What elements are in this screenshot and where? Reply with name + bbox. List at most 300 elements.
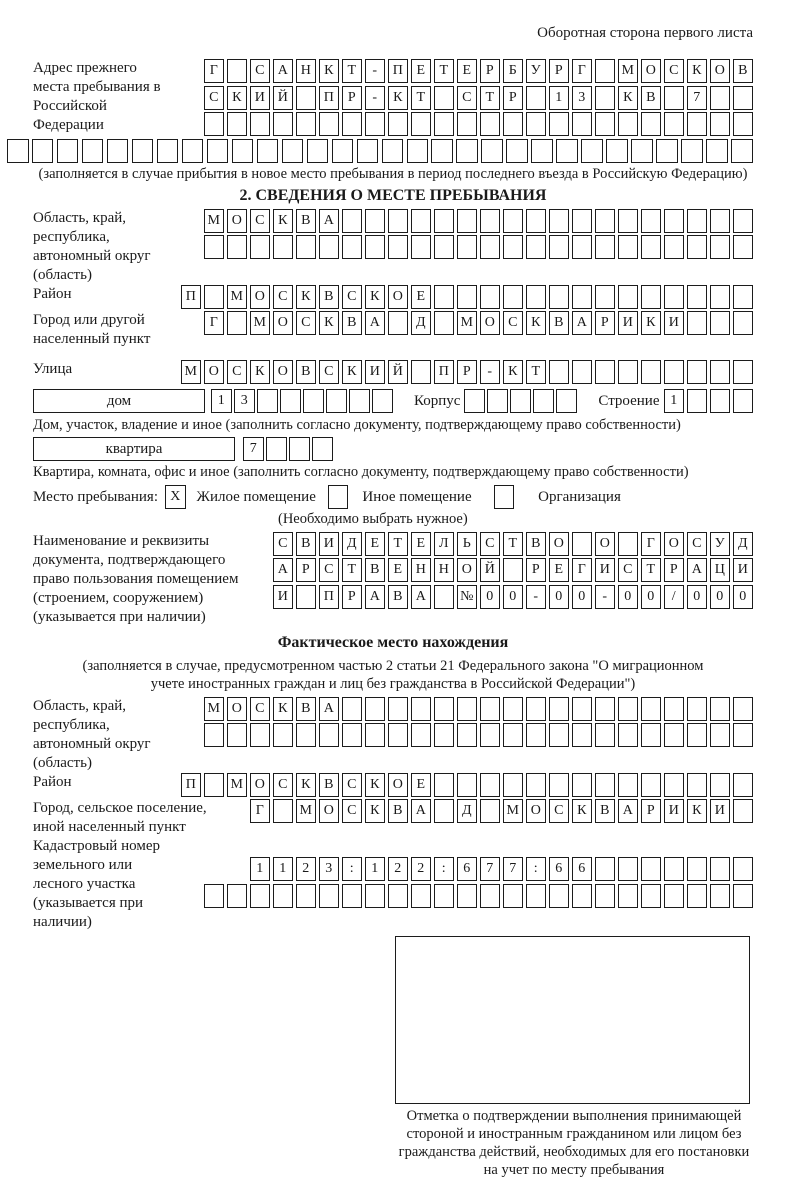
char-cell[interactable] (641, 285, 662, 309)
char-cell[interactable]: В (319, 285, 340, 309)
char-cell[interactable]: С (319, 558, 340, 582)
char-cell[interactable] (572, 360, 593, 384)
char-cell[interactable]: С (664, 59, 685, 83)
char-cell[interactable] (388, 884, 409, 908)
char-cell[interactable] (549, 285, 570, 309)
char-cell[interactable] (365, 723, 386, 747)
char-cell[interactable] (581, 139, 603, 163)
char-cell[interactable] (82, 139, 104, 163)
char-cell[interactable]: М (204, 697, 225, 721)
char-cell[interactable]: - (526, 585, 547, 609)
char-cell[interactable]: 0 (572, 585, 593, 609)
char-cell[interactable]: Е (411, 773, 432, 797)
char-cell[interactable]: А (273, 59, 294, 83)
char-cell[interactable] (282, 139, 304, 163)
char-cell[interactable]: 3 (572, 86, 593, 110)
char-cell[interactable] (388, 112, 409, 136)
char-cell[interactable] (526, 112, 547, 136)
char-cell[interactable]: К (273, 697, 294, 721)
char-cell[interactable] (656, 139, 678, 163)
char-cell[interactable]: А (572, 311, 593, 335)
char-cell[interactable]: Р (503, 86, 524, 110)
char-cell[interactable] (595, 59, 616, 83)
char-cell[interactable] (388, 311, 409, 335)
char-cell[interactable] (572, 112, 593, 136)
char-cell[interactable] (595, 857, 616, 881)
char-cell[interactable] (434, 697, 455, 721)
char-cell[interactable]: 2 (411, 857, 432, 881)
char-cell[interactable]: - (480, 360, 501, 384)
char-cell[interactable]: С (227, 360, 248, 384)
char-cell[interactable]: С (503, 311, 524, 335)
char-cell[interactable]: С (618, 558, 639, 582)
char-cell[interactable] (710, 311, 731, 335)
char-cell[interactable]: Ц (710, 558, 731, 582)
char-cell[interactable] (480, 723, 501, 747)
char-cell[interactable]: И (664, 311, 685, 335)
char-cell[interactable]: О (227, 697, 248, 721)
char-cell[interactable]: Р (457, 360, 478, 384)
checkbox-cell[interactable] (328, 485, 349, 509)
char-cell[interactable] (332, 139, 354, 163)
char-cell[interactable]: К (250, 360, 271, 384)
char-cell[interactable] (296, 585, 317, 609)
checkbox-cell[interactable]: X (165, 485, 186, 509)
char-cell[interactable] (503, 235, 524, 259)
char-cell[interactable] (595, 697, 616, 721)
char-cell[interactable]: 3 (234, 389, 255, 413)
char-cell[interactable]: 0 (687, 585, 708, 609)
char-cell[interactable]: М (204, 209, 225, 233)
char-cell[interactable] (710, 209, 731, 233)
char-cell[interactable] (480, 235, 501, 259)
char-cell[interactable] (480, 697, 501, 721)
char-cell[interactable] (526, 285, 547, 309)
char-cell[interactable] (526, 884, 547, 908)
char-cell[interactable]: 1 (250, 857, 271, 881)
char-cell[interactable]: О (641, 59, 662, 83)
char-cell[interactable]: И (710, 799, 731, 823)
char-cell[interactable] (503, 723, 524, 747)
char-cell[interactable] (664, 360, 685, 384)
char-cell[interactable] (434, 311, 455, 335)
char-cell[interactable]: 6 (572, 857, 593, 881)
char-cell[interactable]: 0 (503, 585, 524, 609)
char-cell[interactable]: 3 (319, 857, 340, 881)
char-cell[interactable]: В (388, 799, 409, 823)
char-cell[interactable] (687, 112, 708, 136)
char-cell[interactable] (434, 285, 455, 309)
char-cell[interactable]: - (595, 585, 616, 609)
char-cell[interactable]: Р (526, 558, 547, 582)
char-cell[interactable] (411, 884, 432, 908)
char-cell[interactable] (572, 285, 593, 309)
char-cell[interactable] (710, 697, 731, 721)
char-cell[interactable] (296, 723, 317, 747)
char-cell[interactable] (411, 112, 432, 136)
char-cell[interactable] (289, 437, 310, 461)
char-cell[interactable] (357, 139, 379, 163)
char-cell[interactable] (296, 235, 317, 259)
char-cell[interactable] (710, 360, 731, 384)
char-cell[interactable] (365, 884, 386, 908)
char-cell[interactable]: С (250, 209, 271, 233)
char-cell[interactable] (641, 235, 662, 259)
char-cell[interactable] (618, 112, 639, 136)
char-cell[interactable] (388, 723, 409, 747)
char-cell[interactable] (204, 285, 225, 309)
char-cell[interactable]: П (434, 360, 455, 384)
char-cell[interactable] (434, 773, 455, 797)
char-cell[interactable]: В (319, 773, 340, 797)
char-cell[interactable]: 0 (480, 585, 501, 609)
char-cell[interactable] (457, 209, 478, 233)
char-cell[interactable] (618, 235, 639, 259)
char-cell[interactable]: 7 (243, 437, 264, 461)
char-cell[interactable] (664, 209, 685, 233)
char-cell[interactable] (250, 723, 271, 747)
char-cell[interactable] (503, 209, 524, 233)
char-cell[interactable] (503, 285, 524, 309)
char-cell[interactable]: О (480, 311, 501, 335)
char-cell[interactable] (595, 884, 616, 908)
char-cell[interactable] (572, 697, 593, 721)
char-cell[interactable] (326, 389, 347, 413)
char-cell[interactable]: О (457, 558, 478, 582)
char-cell[interactable] (618, 697, 639, 721)
char-cell[interactable] (457, 235, 478, 259)
char-cell[interactable]: С (549, 799, 570, 823)
char-cell[interactable] (526, 697, 547, 721)
char-cell[interactable] (382, 139, 404, 163)
char-cell[interactable]: О (250, 773, 271, 797)
char-cell[interactable] (595, 86, 616, 110)
char-cell[interactable] (312, 437, 333, 461)
char-cell[interactable]: Й (273, 86, 294, 110)
char-cell[interactable]: О (250, 285, 271, 309)
char-cell[interactable]: О (273, 360, 294, 384)
char-cell[interactable]: Н (434, 558, 455, 582)
char-cell[interactable] (641, 857, 662, 881)
char-cell[interactable]: В (296, 697, 317, 721)
char-cell[interactable] (431, 139, 453, 163)
char-cell[interactable]: М (181, 360, 202, 384)
char-cell[interactable] (319, 884, 340, 908)
char-cell[interactable]: О (204, 360, 225, 384)
char-cell[interactable] (481, 139, 503, 163)
char-cell[interactable]: Д (411, 311, 432, 335)
char-cell[interactable] (227, 112, 248, 136)
char-cell[interactable] (733, 697, 754, 721)
char-cell[interactable]: Г (572, 59, 593, 83)
char-cell[interactable] (480, 884, 501, 908)
char-cell[interactable]: К (319, 59, 340, 83)
char-cell[interactable]: А (411, 585, 432, 609)
char-cell[interactable] (182, 139, 204, 163)
char-cell[interactable] (464, 389, 485, 413)
char-cell[interactable] (365, 697, 386, 721)
char-cell[interactable] (411, 209, 432, 233)
char-cell[interactable] (319, 235, 340, 259)
char-cell[interactable] (687, 360, 708, 384)
char-cell[interactable] (480, 773, 501, 797)
char-cell[interactable]: - (365, 59, 386, 83)
char-cell[interactable]: Р (296, 558, 317, 582)
char-cell[interactable] (618, 360, 639, 384)
char-cell[interactable] (572, 884, 593, 908)
char-cell[interactable]: Е (411, 532, 432, 556)
char-cell[interactable]: 1 (211, 389, 232, 413)
char-cell[interactable] (303, 389, 324, 413)
char-cell[interactable] (503, 884, 524, 908)
char-cell[interactable]: Т (342, 59, 363, 83)
char-cell[interactable] (227, 311, 248, 335)
char-cell[interactable] (733, 799, 754, 823)
char-cell[interactable] (549, 723, 570, 747)
char-cell[interactable] (411, 235, 432, 259)
char-cell[interactable] (503, 697, 524, 721)
char-cell[interactable]: М (457, 311, 478, 335)
char-cell[interactable] (618, 723, 639, 747)
char-cell[interactable]: И (365, 360, 386, 384)
char-cell[interactable] (641, 360, 662, 384)
char-cell[interactable]: Т (641, 558, 662, 582)
char-cell[interactable] (434, 209, 455, 233)
char-cell[interactable] (687, 857, 708, 881)
char-cell[interactable]: О (526, 799, 547, 823)
char-cell[interactable]: Р (664, 558, 685, 582)
char-cell[interactable] (342, 697, 363, 721)
char-cell[interactable] (531, 139, 553, 163)
char-cell[interactable]: К (641, 311, 662, 335)
char-cell[interactable] (641, 112, 662, 136)
char-cell[interactable]: С (273, 532, 294, 556)
char-cell[interactable]: В (342, 311, 363, 335)
char-cell[interactable] (526, 86, 547, 110)
char-cell[interactable]: С (319, 360, 340, 384)
char-cell[interactable] (641, 697, 662, 721)
char-cell[interactable] (207, 139, 229, 163)
char-cell[interactable]: К (296, 285, 317, 309)
char-cell[interactable] (641, 723, 662, 747)
char-cell[interactable] (157, 139, 179, 163)
char-cell[interactable]: Е (411, 59, 432, 83)
char-cell[interactable]: Д (733, 532, 754, 556)
char-cell[interactable] (572, 209, 593, 233)
char-cell[interactable] (618, 884, 639, 908)
char-cell[interactable] (342, 209, 363, 233)
char-cell[interactable]: К (388, 86, 409, 110)
char-cell[interactable] (204, 773, 225, 797)
char-cell[interactable]: К (526, 311, 547, 335)
char-cell[interactable] (731, 139, 753, 163)
char-cell[interactable] (710, 723, 731, 747)
char-cell[interactable] (687, 389, 708, 413)
char-cell[interactable] (407, 139, 429, 163)
char-cell[interactable]: Н (296, 59, 317, 83)
char-cell[interactable] (342, 112, 363, 136)
char-cell[interactable] (342, 884, 363, 908)
char-cell[interactable]: П (319, 585, 340, 609)
char-cell[interactable]: К (296, 773, 317, 797)
char-cell[interactable]: О (664, 532, 685, 556)
char-cell[interactable]: Д (457, 799, 478, 823)
char-cell[interactable]: О (710, 59, 731, 83)
char-cell[interactable] (733, 884, 754, 908)
char-cell[interactable] (733, 235, 754, 259)
char-cell[interactable] (595, 285, 616, 309)
char-cell[interactable] (664, 86, 685, 110)
char-cell[interactable]: С (342, 773, 363, 797)
char-cell[interactable]: 1 (273, 857, 294, 881)
char-cell[interactable] (687, 311, 708, 335)
char-cell[interactable] (480, 799, 501, 823)
char-cell[interactable] (687, 723, 708, 747)
char-cell[interactable]: И (595, 558, 616, 582)
char-cell[interactable]: Г (250, 799, 271, 823)
char-cell[interactable]: О (388, 773, 409, 797)
char-cell[interactable] (107, 139, 129, 163)
char-cell[interactable] (372, 389, 393, 413)
char-cell[interactable]: М (503, 799, 524, 823)
char-cell[interactable]: : (526, 857, 547, 881)
char-cell[interactable]: Н (411, 558, 432, 582)
char-cell[interactable]: К (273, 209, 294, 233)
char-cell[interactable] (273, 723, 294, 747)
char-cell[interactable] (480, 285, 501, 309)
char-cell[interactable] (232, 139, 254, 163)
char-cell[interactable] (273, 112, 294, 136)
char-cell[interactable] (595, 773, 616, 797)
char-cell[interactable]: Т (526, 360, 547, 384)
char-cell[interactable]: Т (342, 558, 363, 582)
char-cell[interactable] (687, 235, 708, 259)
char-cell[interactable] (606, 139, 628, 163)
char-cell[interactable] (503, 112, 524, 136)
char-cell[interactable]: 1 (365, 857, 386, 881)
char-cell[interactable] (296, 884, 317, 908)
char-cell[interactable]: П (181, 285, 202, 309)
char-cell[interactable] (618, 209, 639, 233)
char-cell[interactable]: О (388, 285, 409, 309)
char-cell[interactable] (434, 884, 455, 908)
char-cell[interactable] (618, 285, 639, 309)
char-cell[interactable]: Е (549, 558, 570, 582)
char-cell[interactable]: У (710, 532, 731, 556)
char-cell[interactable] (733, 857, 754, 881)
char-cell[interactable] (365, 209, 386, 233)
char-cell[interactable]: С (480, 532, 501, 556)
char-cell[interactable] (664, 773, 685, 797)
char-cell[interactable] (733, 773, 754, 797)
char-cell[interactable]: С (342, 799, 363, 823)
char-cell[interactable] (595, 723, 616, 747)
char-cell[interactable]: В (641, 86, 662, 110)
char-cell[interactable] (227, 723, 248, 747)
char-cell[interactable] (710, 112, 731, 136)
char-cell[interactable] (250, 884, 271, 908)
char-cell[interactable]: С (296, 311, 317, 335)
char-cell[interactable]: В (549, 311, 570, 335)
char-cell[interactable]: И (319, 532, 340, 556)
char-cell[interactable]: 7 (687, 86, 708, 110)
char-cell[interactable]: 7 (503, 857, 524, 881)
char-cell[interactable]: Г (572, 558, 593, 582)
char-cell[interactable]: С (250, 697, 271, 721)
char-cell[interactable] (280, 389, 301, 413)
char-cell[interactable]: В (526, 532, 547, 556)
char-cell[interactable] (641, 773, 662, 797)
char-cell[interactable] (250, 235, 271, 259)
char-cell[interactable] (411, 697, 432, 721)
char-cell[interactable] (549, 697, 570, 721)
char-cell[interactable]: К (227, 86, 248, 110)
char-cell[interactable]: В (733, 59, 754, 83)
char-cell[interactable] (641, 884, 662, 908)
char-cell[interactable]: М (618, 59, 639, 83)
char-cell[interactable]: А (273, 558, 294, 582)
char-cell[interactable] (227, 884, 248, 908)
char-cell[interactable] (710, 884, 731, 908)
char-cell[interactable]: О (227, 209, 248, 233)
char-cell[interactable] (687, 697, 708, 721)
char-cell[interactable]: С (457, 86, 478, 110)
char-cell[interactable]: Т (503, 532, 524, 556)
char-cell[interactable]: К (365, 285, 386, 309)
char-cell[interactable]: В (296, 532, 317, 556)
char-cell[interactable]: 1 (664, 389, 685, 413)
char-cell[interactable] (595, 360, 616, 384)
char-cell[interactable]: 6 (457, 857, 478, 881)
char-cell[interactable]: Т (411, 86, 432, 110)
char-cell[interactable] (556, 139, 578, 163)
char-cell[interactable] (307, 139, 329, 163)
char-cell[interactable]: Р (342, 86, 363, 110)
char-cell[interactable] (631, 139, 653, 163)
char-cell[interactable] (664, 235, 685, 259)
char-cell[interactable]: Р (641, 799, 662, 823)
char-cell[interactable] (533, 389, 554, 413)
char-cell[interactable]: М (296, 799, 317, 823)
char-cell[interactable] (457, 723, 478, 747)
char-cell[interactable] (526, 235, 547, 259)
char-cell[interactable] (526, 773, 547, 797)
char-cell[interactable]: 0 (733, 585, 754, 609)
char-cell[interactable] (319, 723, 340, 747)
char-cell[interactable] (641, 209, 662, 233)
char-cell[interactable] (480, 209, 501, 233)
char-cell[interactable] (480, 112, 501, 136)
char-cell[interactable]: Т (434, 59, 455, 83)
char-cell[interactable]: 7 (480, 857, 501, 881)
char-cell[interactable] (434, 585, 455, 609)
char-cell[interactable]: И (273, 585, 294, 609)
char-cell[interactable]: Т (480, 86, 501, 110)
char-cell[interactable] (681, 139, 703, 163)
char-cell[interactable] (687, 285, 708, 309)
char-cell[interactable] (457, 697, 478, 721)
char-cell[interactable] (503, 773, 524, 797)
char-cell[interactable]: А (319, 209, 340, 233)
char-cell[interactable]: № (457, 585, 478, 609)
char-cell[interactable]: С (250, 59, 271, 83)
char-cell[interactable]: А (618, 799, 639, 823)
char-cell[interactable] (457, 112, 478, 136)
char-cell[interactable]: П (181, 773, 202, 797)
char-cell[interactable] (457, 773, 478, 797)
char-cell[interactable]: М (227, 285, 248, 309)
char-cell[interactable] (664, 857, 685, 881)
